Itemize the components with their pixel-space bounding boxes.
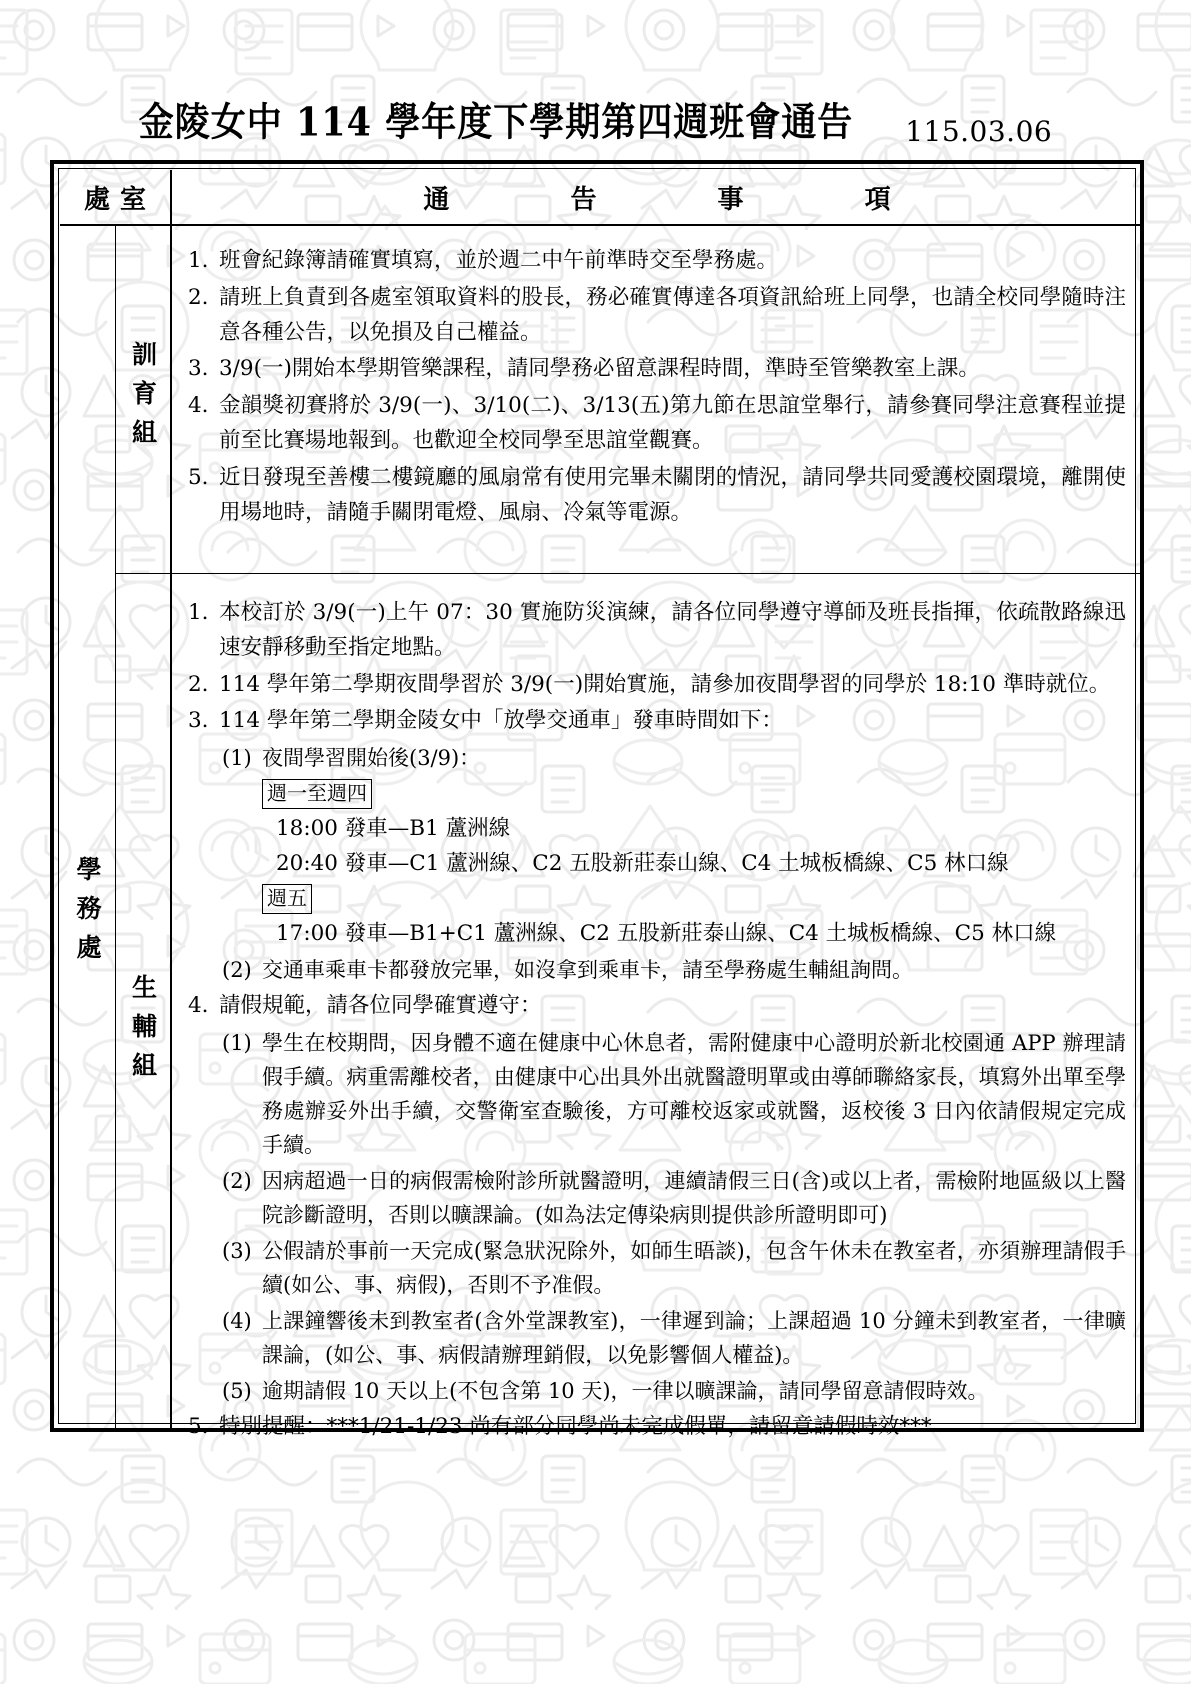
list-item (188, 281, 1126, 351)
item-text: 交通車乘車卡都發放完畢，如沒拿到乘車卡，請至學務處生輔組詢問。 (262, 958, 913, 983)
item-text: 因病超過一日的病假需檢附診所就醫證明，連續請假三日(含)或以上者，需檢附地區級以上醫院診斷證明，否則以曠課論。(如為法定傳染病則提供診所證明即可) (262, 1169, 1126, 1228)
group-cell-discipline (116, 226, 170, 574)
item-text: 特別提醒：***1/21-1/23 尚有部分同學尚未完成假單，請留意請假時效*** (219, 1414, 932, 1440)
item-number: (2) (222, 1169, 252, 1194)
item-number: 4. (188, 993, 209, 1019)
notice-table (60, 170, 1142, 1440)
bus-schedule-block (188, 777, 1126, 951)
list-item (188, 461, 1126, 531)
table-header-row (60, 170, 1142, 226)
group-label-discipline: 訓育組 (128, 341, 158, 458)
notice-table-frame (50, 160, 1144, 1440)
column-header-notice: 通 告 事 項 (423, 184, 947, 215)
weekday-box-fri: 週五 (262, 884, 312, 914)
item-number: 3. (188, 356, 209, 382)
list-item (188, 989, 1126, 1024)
item-number: 1. (188, 248, 209, 273)
list-item (222, 1026, 1126, 1162)
item-number: (5) (222, 1379, 252, 1404)
list-item (222, 1234, 1126, 1302)
item-number: 4. (188, 393, 209, 419)
item-number: 2. (188, 671, 209, 697)
item-text: 請班上負責到各處室領取資料的股長，務必確實傳達各項資訊給班上同學，也請全校同學隨時注意各種公告，以免損及自己權益。 (219, 284, 1126, 345)
bus-departure-2040: 20:40 發車—C1 蘆洲線、C2 五股新莊泰山線、C4 土城板橋線、C5 林口線 (276, 850, 1009, 876)
issue-date: 115.03.06 (905, 115, 1053, 148)
counselling-item-list (188, 596, 1126, 1445)
item-text: 114 學年第二學期金陵女中「放學交通車」發車時間如下： (219, 708, 783, 734)
item-text: 學生在校期問，因身體不適在健康中心休息者，需附健康中心證明於新北校園通 APP 辦理請假手續。病重需離校者，由健康中心出具外出就醫證明單或由導師聯絡家長，填寫外出單至學務處辦妥外出手續，交警衛室查驗後，方可離校返家或就醫，返校後 3 日內依請假規定完成手續。 (262, 1031, 1126, 1158)
item-text: 請假規範，請各位同學確實遵守： (219, 993, 542, 1019)
discipline-item-list (188, 244, 1126, 531)
bus-departure-1700: 17:00 發車—B1+C1 蘆洲線、C2 五股新莊泰山線、C4 土城板橋線、C5 林口線 (276, 920, 1057, 946)
item-number: (1) (222, 746, 252, 771)
weekday-box-mon-thu: 週一至週四 (262, 779, 372, 809)
list-item (222, 953, 1126, 987)
item-number: 2. (188, 284, 209, 310)
item-text: 本校訂於 3/9(一)上午 07：30 實施防災演練，請各位同學遵守導師及班長指揮，依疏散路線迅速安靜移動至指定地點。 (219, 600, 1126, 660)
item-number: (3) (222, 1239, 252, 1264)
item-text: 夜間學習開始後(3/9)： (262, 746, 481, 771)
list-item (222, 1304, 1126, 1372)
list-item (188, 1410, 1126, 1445)
item-text: 上課鐘響後未到教室者(含外堂課教室)，一律遲到論；上課超過 10 分鐘未到教室者，一律曠課論，(如公、事、病假請辦理銷假，以免影響個人權益)。 (262, 1309, 1126, 1368)
list-item (188, 596, 1126, 666)
list-item (188, 704, 1126, 739)
list-item (188, 389, 1126, 459)
list-item (222, 741, 1126, 775)
office-column (60, 226, 116, 1430)
item-text: 金韻獎初賽將於 3/9(一)、3/10(二)、3/13(五)第九節在思誼堂舉行，請參賽同學注意賽程並提前至比賽場地報到。也歡迎全校同學至思誼堂觀賽。 (219, 393, 1126, 454)
item-number: 1. (188, 600, 209, 625)
item-text: 近日發現至善樓二樓鏡廳的風扇常有使用完畢未關閉的情況，請同學共同愛護校園環境，離開使用場地時，請隨手關閉電燈、風扇、冷氣等電源。 (219, 464, 1126, 525)
table-body (60, 226, 1142, 1440)
item-number: (1) (222, 1031, 252, 1056)
section-counselling-content (172, 574, 1142, 1440)
item-number: 5. (188, 464, 209, 490)
item-text: 114 學年第二學期夜間學習於 3/9(一)開始實施，請參加夜間學習的同學於 18:10 準時就位。 (219, 671, 1111, 697)
list-item (188, 668, 1126, 703)
page-title: 金陵女中 114 學年度下學期第四週班會通告 (138, 99, 854, 146)
group-label-counselling: 生輔組 (128, 974, 158, 1091)
list-item (222, 1374, 1126, 1408)
office-label-student-affairs: 學務處 (73, 856, 102, 973)
bus-schedule-inner (262, 777, 1126, 951)
bus-departure-1800: 18:00 發車—B1 蘆洲線 (276, 816, 511, 842)
list-item (188, 352, 1126, 387)
list-item (222, 1164, 1126, 1232)
item-number: 5. (188, 1414, 209, 1440)
item-text: 班會紀錄簿請確實填寫，並於週二中午前準時交至學務處。 (219, 248, 779, 273)
item-text: 公假請於事前一天完成(緊急狀況除外，如師生晤談)，包含午休未在教室者，亦須辦理請假手續(如公、事、病假)，否則不予准假。 (262, 1239, 1126, 1298)
item-text: 逾期請假 10 天以上(不包含第 10 天)，一律以曠課論，請同學留意請假時效。 (262, 1379, 989, 1404)
page-header (0, 98, 1191, 148)
group-cell-counselling (116, 574, 170, 1430)
group-column (116, 226, 172, 1430)
list-item (188, 244, 1126, 279)
item-number: (4) (222, 1309, 252, 1334)
item-text: 3/9(一)開始本學期管樂課程，請同學務必留意課程時間，準時至管樂教室上課。 (219, 356, 980, 382)
notice-content-column (172, 226, 1142, 1440)
column-header-office: 處室 (60, 170, 172, 224)
item-number: 3. (188, 708, 209, 734)
section-discipline-content (172, 226, 1142, 574)
item-number: (2) (222, 958, 252, 983)
